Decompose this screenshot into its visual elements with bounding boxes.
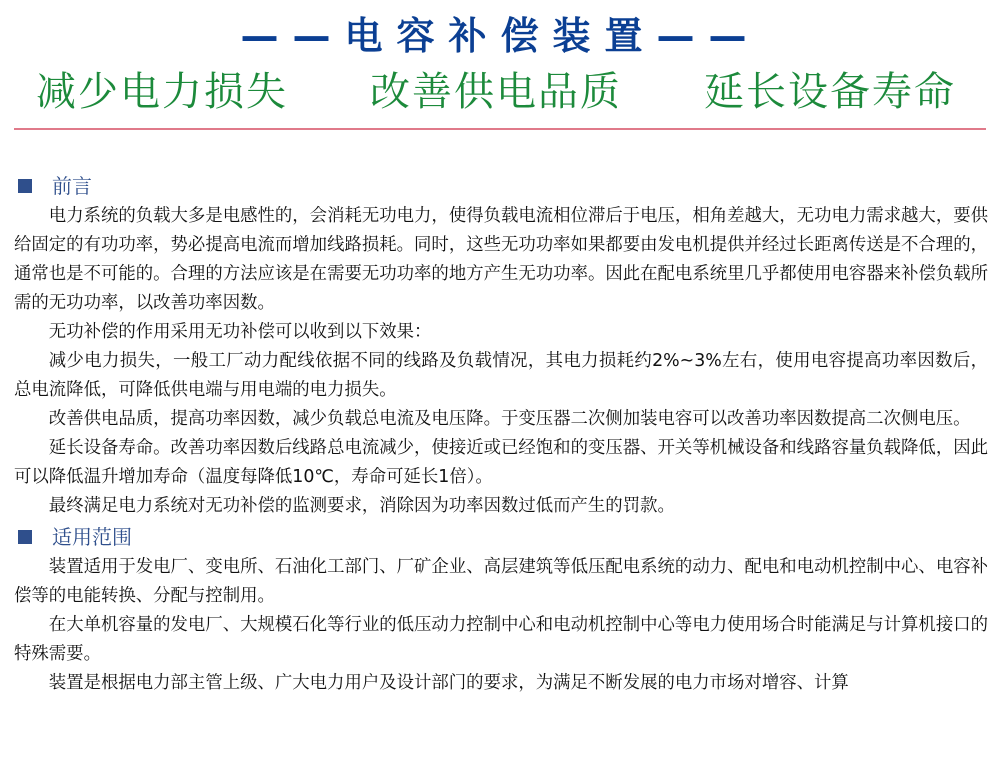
slogan-reduce-loss: 减少电力损失 xyxy=(36,69,288,115)
paragraph: 在大单机容量的发电厂、大规模石化等行业的低压动力控制中心和电动机控制中心等电力使用场合时能满足与计算机接口的特殊需要。 xyxy=(14,615,988,664)
slogan-extend-life: 延长设备寿命 xyxy=(704,69,956,115)
paragraph: 装置适用于发电厂、变电所、石油化工部门、厂矿企业、高层建筑等低压配电系统的动力、配电和电动机控制中心、电容补偿等的电能转换、分配与控制用。 xyxy=(14,557,988,606)
section-scope xyxy=(14,521,988,698)
paragraph: 电力系统的负载大多是电感性的，会消耗无功电力，使得负载电流相位滞后于电压，相角差越大，无功电力需求越大，要供给固定的有功功率，势必提高电流而增加线路损耗。同时，这些无功功率如果都要由发电机提供并经过长距离传送是不合理的，通常也是不可能的。合理的方法应该是在需要无功功率的地方产生无功功率。因此在配电系统里几乎都使用电容器来补偿负载所需的无功功率，以改善功率因数。 xyxy=(14,206,988,313)
square-bullet-icon xyxy=(18,179,32,193)
section-heading-text: 适用范围 xyxy=(52,525,132,549)
page-header xyxy=(0,0,1001,130)
document-body xyxy=(14,170,988,698)
header-divider xyxy=(14,128,986,130)
paragraph: 无功补偿的作用采用无功补偿可以收到以下效果： xyxy=(48,322,432,342)
section-preface xyxy=(14,170,988,521)
section-heading xyxy=(14,521,988,553)
page-title: ——电容补偿装置—— xyxy=(240,14,761,58)
paragraph: 改善供电品质，提高功率因数，减少负载总电流及电压降。于变压器二次侧加装电容可以改善功率因数提高二次侧电压。 xyxy=(48,409,971,429)
square-bullet-icon xyxy=(18,530,32,544)
slogan-row xyxy=(0,64,1001,120)
section-heading-text: 前言 xyxy=(52,174,92,198)
paragraph: 减少电力损失，一般工厂动力配线依据不同的线路及负载情况，其电力损耗约2%~3%左右，使用电容提高功率因数后，总电流降低，可降低供电端与用电端的电力损失。 xyxy=(14,351,988,400)
paragraph: 延长设备寿命。改善功率因数后线路总电流减少，使接近或已经饱和的变压器、开关等机械设备和线路容量负载降低，因此可以降低温升增加寿命（温度每降低10℃，寿命可延长1倍）。 xyxy=(14,438,988,487)
paragraph: 最终满足电力系统对无功补偿的监测要求，消除因为功率因数过低而产生的罚款。 xyxy=(48,496,675,516)
paragraph: 装置是根据电力部主管上级、广大电力用户及设计部门的要求，为满足不断发展的电力市场对增容、计算 xyxy=(48,673,849,693)
slogan-improve-quality: 改善供电品质 xyxy=(370,69,622,115)
section-heading xyxy=(14,170,988,202)
